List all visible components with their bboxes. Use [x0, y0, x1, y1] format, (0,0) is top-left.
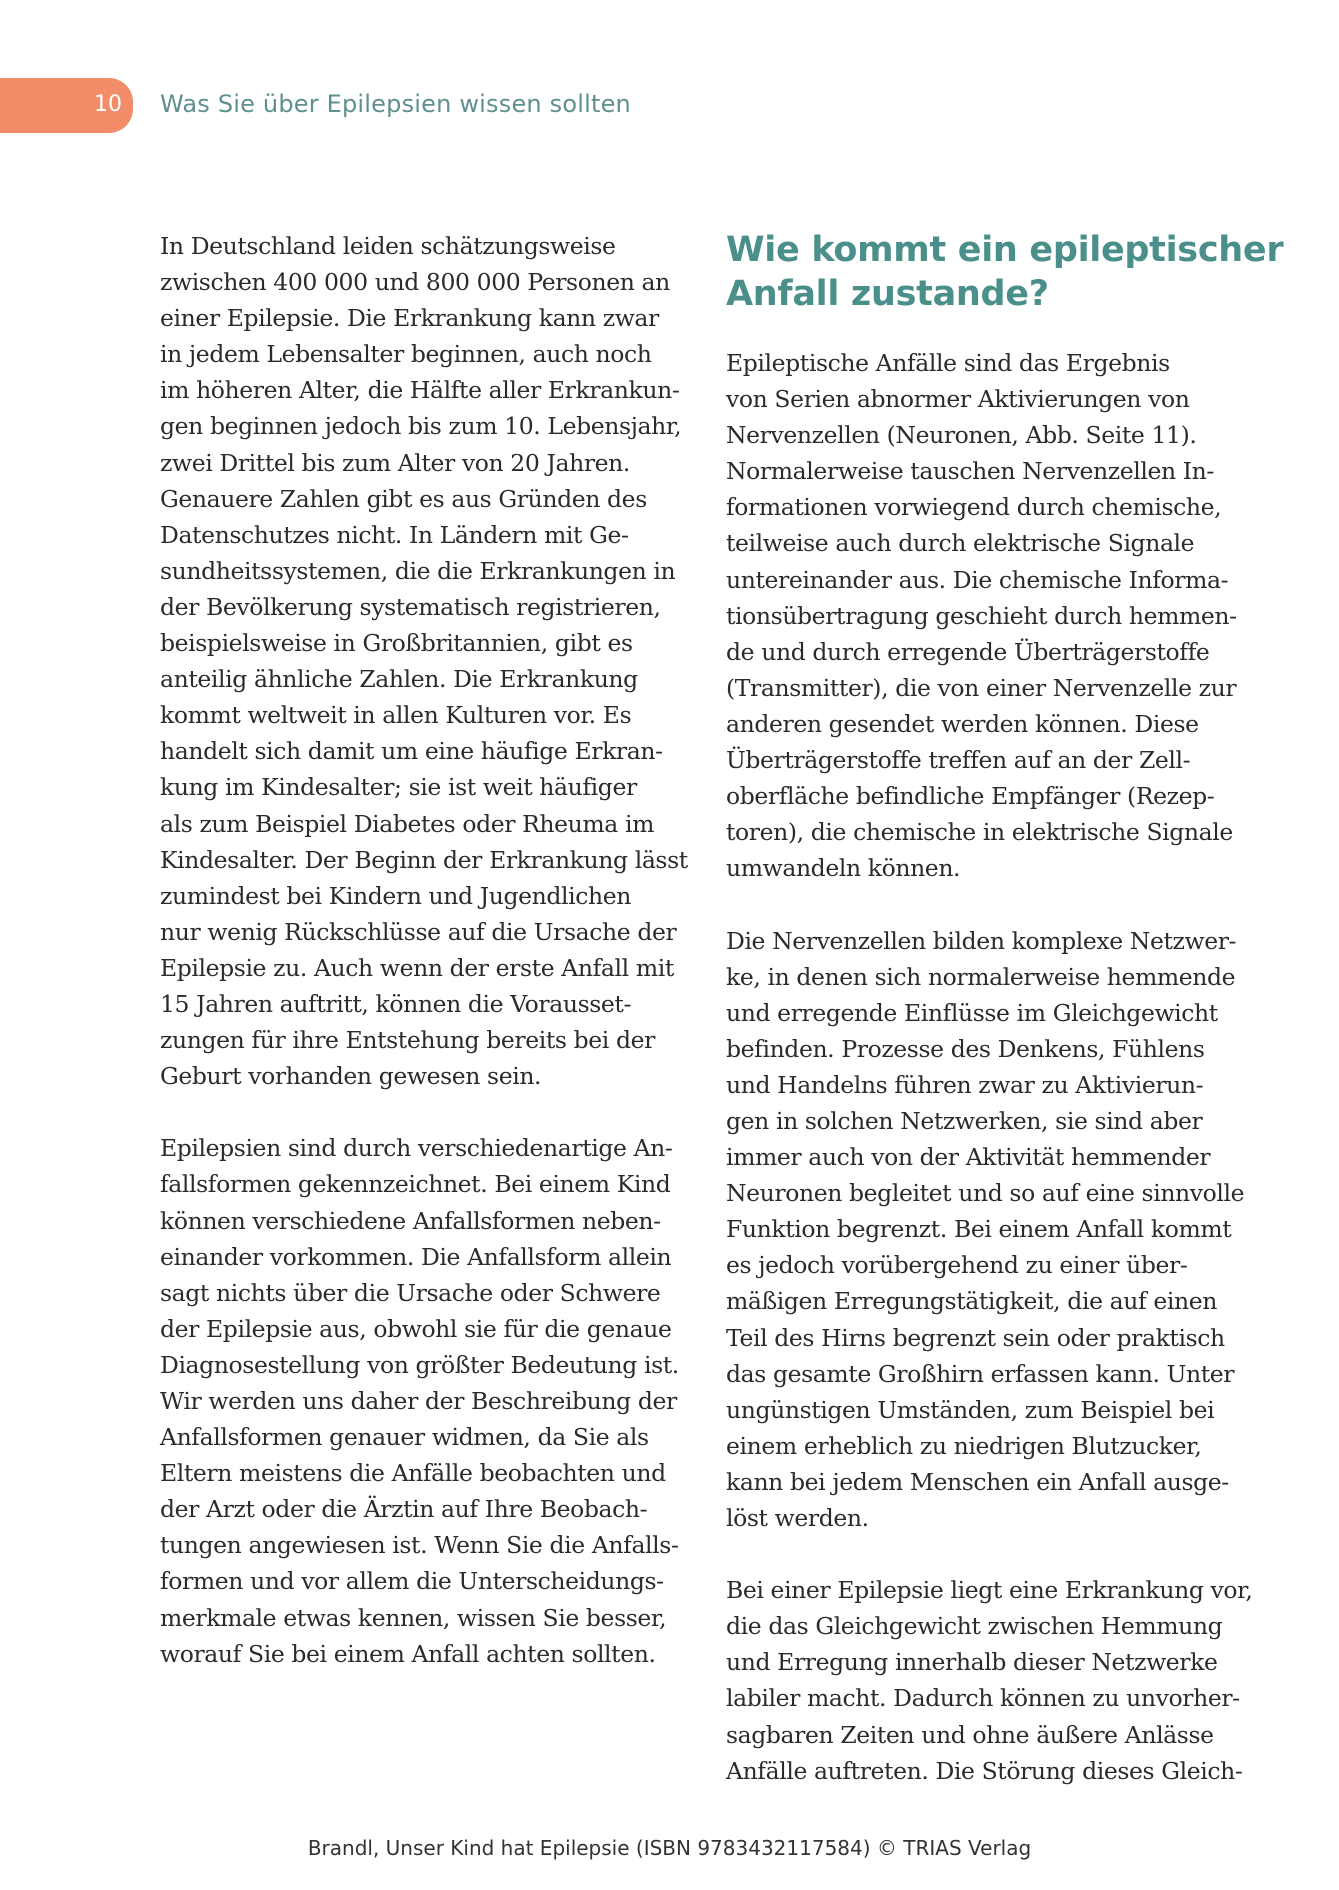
text-line: mäßigen Erregungstätigkeit, die auf einen	[726, 1287, 1217, 1316]
paragraph	[160, 228, 688, 1094]
text-line: zumindest bei Kindern und Jugendlichen	[160, 881, 631, 910]
text-line: Epileptische Anfälle sind das Ergebnis	[726, 349, 1170, 377]
text-line: sundheitssystemen, die die Erkrankungen in	[160, 556, 676, 585]
text-line: merkmale etwas kennen, wissen Sie besser,	[160, 1603, 667, 1632]
text-line: sagbaren Zeiten und ohne äußere Anlässe	[726, 1720, 1214, 1749]
text-line: gen in solchen Netzwerken, sie sind aber	[726, 1106, 1203, 1135]
text-line: Teil des Hirns begrenzt sein oder praktisch	[726, 1323, 1225, 1352]
text-line: können verschiedene Anfallsformen neben-	[160, 1206, 661, 1235]
text-line: tungen angewiesen ist. Wenn Sie die Anfalls-	[160, 1531, 679, 1560]
text-line: Funktion begrenzt. Bei einem Anfall kommt	[726, 1215, 1232, 1244]
text-line: teilweise auch durch elektrische Signale	[726, 529, 1195, 558]
text-line: kung im Kindesalter; sie ist weit häufiger	[160, 773, 637, 802]
text-line: Diagnosestellung von größter Bedeutung ist.	[160, 1350, 679, 1379]
text-line: Genauere Zahlen gibt es aus Gründen des	[160, 484, 647, 513]
text-line: handelt sich damit um eine häufige Erkran-	[160, 737, 663, 766]
text-line: toren), die chemische in elektrische Signale	[726, 818, 1233, 847]
text-line: Kindesalter. Der Beginn der Erkrankung lässt	[160, 845, 688, 874]
text-line: die das Gleichgewicht zwischen Hemmung	[726, 1612, 1223, 1641]
text-line: Datenschutzes nicht. In Ländern mit Ge-	[160, 520, 629, 549]
text-line: und Erregung innerhalb dieser Netzwerke	[726, 1648, 1218, 1677]
text-line: formationen vorwiegend durch chemische,	[726, 493, 1222, 522]
text-line: immer auch von der Aktivität hemmender	[726, 1143, 1211, 1172]
text-line: Epilepsie zu. Auch wenn der erste Anfall mit	[160, 953, 674, 982]
text-line: Normalerweise tauschen Nervenzellen In-	[726, 457, 1214, 486]
text-line: Epilepsien sind durch verschiedenartige An-	[160, 1134, 673, 1163]
text-line: Nervenzellen (Neuronen, Abb. Seite 11).	[726, 421, 1197, 450]
text-line: Geburt vorhanden gewesen sein.	[160, 1062, 542, 1091]
text-line: einer Epilepsie. Die Erkrankung kann zwar	[160, 304, 659, 333]
text-line: befinden. Prozesse des Denkens, Fühlens	[726, 1034, 1205, 1063]
paragraph	[726, 923, 1246, 1537]
text-line: Neuronen begleitet und so auf eine sinnvolle	[726, 1179, 1245, 1208]
text-line: als zum Beispiel Diabetes oder Rheuma im	[160, 809, 654, 838]
text-line: zwischen 400 000 und 800 000 Personen an	[160, 268, 670, 297]
section-heading-line: Wie kommt ein epileptischer	[726, 230, 1284, 270]
text-line: Bei einer Epilepsie liegt eine Erkrankung vor,	[726, 1576, 1253, 1605]
text-line: nur wenig Rückschlüsse auf die Ursache der	[160, 917, 677, 946]
text-line: ke, in denen sich normalerweise hemmende	[726, 962, 1236, 991]
section-heading-line: Anfall zustande?	[726, 274, 1049, 314]
text-line: im höheren Alter, die Hälfte aller Erkrankun-	[160, 376, 680, 405]
footer-citation: Brandl, Unser Kind hat Epilepsie (ISBN 9783432117584) © TRIAS Verlag	[307, 1836, 1032, 1860]
page-number: 10	[94, 92, 122, 117]
right-column	[726, 228, 1284, 1789]
text-line: beispielsweise in Großbritannien, gibt es	[160, 629, 633, 658]
text-line: anderen gesendet werden können. Diese	[726, 709, 1199, 738]
text-line: einem erheblich zu niedrigen Blutzucker,	[726, 1431, 1202, 1460]
text-line: der Epilepsie aus, obwohl sie für die genaue	[160, 1314, 672, 1343]
text-line: tionsübertragung geschieht durch hemmen-	[726, 601, 1237, 630]
text-line: der Bevölkerung systematisch registrieren,	[160, 592, 661, 621]
text-line: Die Nervenzellen bilden komplexe Netzwer-	[726, 926, 1237, 955]
text-line: oberfläche befindliche Empfänger (Rezep-	[726, 782, 1215, 811]
text-line: Überträgerstoffe treffen auf an der Zell-	[726, 746, 1191, 775]
text-line: In Deutschland leiden schätzungsweise	[160, 232, 616, 260]
text-line: Anfälle auftreten. Die Störung dieses Gleich-	[726, 1756, 1243, 1785]
text-line: Anfallsformen genauer widmen, da Sie als	[160, 1423, 649, 1452]
right-column-body	[726, 345, 1253, 1789]
text-line: ungünstigen Umständen, zum Beispiel bei	[726, 1395, 1215, 1424]
text-line: es jedoch vorübergehend zu einer über-	[726, 1251, 1188, 1280]
text-line: einander vorkommen. Die Anfallsform allein	[160, 1242, 672, 1271]
left-column	[160, 228, 688, 1672]
text-line: der Arzt oder die Ärztin auf Ihre Beobach-	[160, 1495, 648, 1524]
text-line: 15 Jahren auftritt, können die Vorausset-	[160, 989, 632, 1018]
paragraph-gap	[726, 1536, 1246, 1572]
text-line: kommt weltweit in allen Kulturen vor. Es	[160, 701, 632, 730]
text-line: labiler macht. Dadurch können zu unvorher-	[726, 1684, 1240, 1713]
paragraph-gap	[160, 1094, 680, 1130]
text-line: Eltern meistens die Anfälle beobachten und	[160, 1459, 666, 1488]
text-line: gen beginnen jedoch bis zum 10. Lebensjahr,	[160, 412, 682, 441]
running-title: Was Sie über Epilepsien wissen sollten	[160, 90, 631, 118]
text-line: (Transmitter), die von einer Nervenzelle zur	[726, 673, 1237, 702]
text-line: worauf Sie bei einem Anfall achten sollten.	[160, 1639, 656, 1668]
text-line: von Serien abnormer Aktivierungen von	[726, 385, 1190, 414]
paragraph	[726, 345, 1246, 886]
text-line: kann bei jedem Menschen ein Anfall ausge-	[726, 1467, 1229, 1496]
text-line: fallsformen gekennzeichnet. Bei einem Kind	[160, 1170, 671, 1199]
paragraph-gap	[726, 886, 1246, 922]
text-line: und erregende Einflüsse im Gleichgewicht	[726, 998, 1218, 1027]
text-line: de und durch erregende Überträgerstoffe	[726, 637, 1210, 666]
section-heading	[726, 228, 1284, 316]
paragraph	[160, 1130, 680, 1671]
text-line: Wir werden uns daher der Beschreibung der	[160, 1387, 677, 1415]
text-line: und Handelns führen zwar zu Aktivierun-	[726, 1070, 1204, 1099]
text-line: löst werden.	[726, 1504, 869, 1532]
text-line: umwandeln können.	[726, 854, 961, 883]
text-line: sagt nichts über die Ursache oder Schwere	[160, 1278, 661, 1307]
text-line: formen und vor allem die Unterscheidungs-	[160, 1567, 664, 1596]
text-line: untereinander aus. Die chemische Informa-	[726, 565, 1229, 594]
text-line: in jedem Lebensalter beginnen, auch noch	[160, 340, 652, 369]
text-line: zwei Drittel bis zum Alter von 20 Jahren.	[160, 448, 630, 477]
text-line: zungen für ihre Entstehung bereits bei der	[160, 1026, 655, 1055]
paragraph	[726, 1572, 1253, 1789]
text-line: anteilig ähnliche Zahlen. Die Erkrankung	[160, 665, 638, 694]
text-line: das gesamte Großhirn erfassen kann. Unter	[726, 1359, 1235, 1388]
